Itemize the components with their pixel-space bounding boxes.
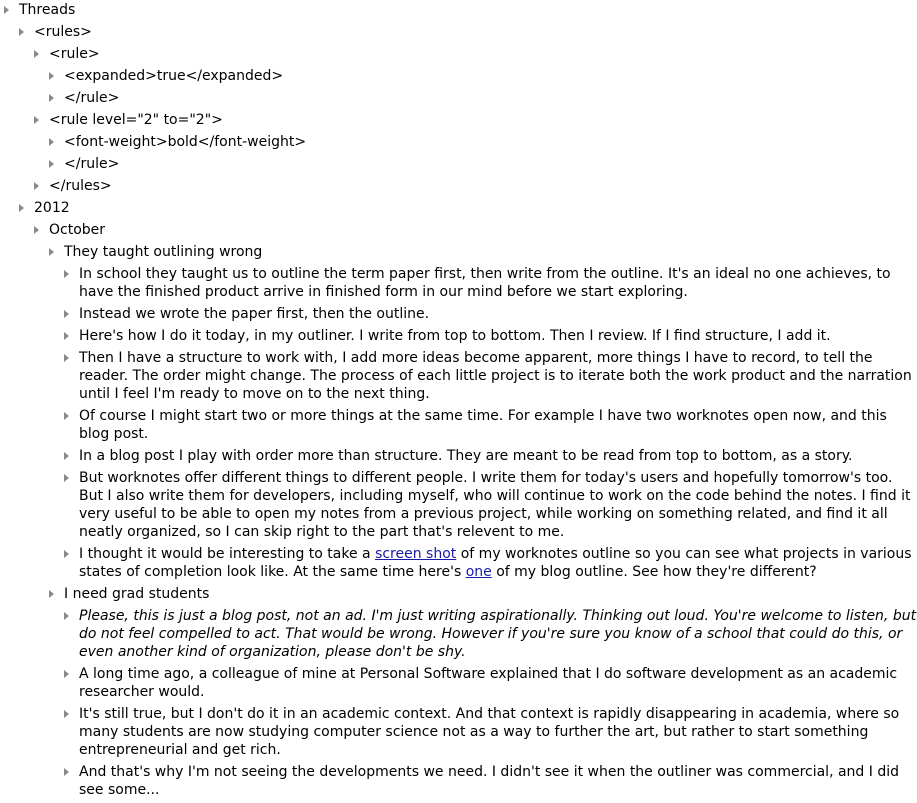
outline-headline[interactable] xyxy=(19,1,917,19)
outline-row[interactable] xyxy=(0,265,917,301)
outline-row[interactable] xyxy=(0,763,917,799)
headline-text: I thought it would be interesting to take a xyxy=(79,546,376,562)
expand-triangle-icon[interactable] xyxy=(34,226,39,234)
outline-headline[interactable] xyxy=(79,545,917,581)
outline-headline[interactable] xyxy=(79,607,917,661)
headline-text: Instead we wrote the paper first, then the outline. xyxy=(79,306,430,322)
expand-triangle-icon[interactable] xyxy=(49,94,54,102)
expand-triangle-icon[interactable] xyxy=(64,474,69,482)
outline-row[interactable] xyxy=(0,607,917,661)
expand-triangle-icon[interactable] xyxy=(34,116,39,124)
expand-triangle-icon[interactable] xyxy=(64,670,69,678)
expand-triangle-icon[interactable] xyxy=(49,72,54,80)
outline-row[interactable] xyxy=(0,89,917,107)
outline-headline[interactable] xyxy=(64,155,917,173)
expand-triangle-icon[interactable] xyxy=(64,310,69,318)
expand-triangle-icon[interactable] xyxy=(49,590,54,598)
headline-text: <rule level="2" to="2"> xyxy=(49,112,223,128)
headline-text: In school they taught us to outline the term paper first, then write from the outline. It's an ideal no one achieves, to have the finished product arrive in finished form in our mind before we start exploring. xyxy=(79,266,891,300)
outline-row[interactable] xyxy=(0,243,917,261)
outline-row[interactable] xyxy=(0,199,917,217)
expand-triangle-icon[interactable] xyxy=(64,768,69,776)
expand-triangle-icon[interactable] xyxy=(64,452,69,460)
outline-headline[interactable] xyxy=(79,327,917,345)
outline-headline[interactable] xyxy=(79,407,917,443)
headline-text: Threads xyxy=(19,2,76,18)
expand-triangle-icon[interactable] xyxy=(64,710,69,718)
outline-row[interactable] xyxy=(0,665,917,701)
headline-text: I need grad students xyxy=(64,586,210,602)
headline-text: Please, this is just a blog post, not an ad. I'm just writing aspirationally. Thinking out loud. You're welcome to listen, but do not feel compelled to act. That would be wrong. However if you're sure you know of a school that could do this, or even another kind of organization, please don't be shy. xyxy=(79,608,917,660)
headline-text: Of course I might start two or more things at the same time. For example I have two worknotes open now, and this blog post. xyxy=(79,408,887,442)
outline-headline[interactable] xyxy=(49,221,917,239)
outline-row[interactable] xyxy=(0,221,917,239)
outline-headline[interactable] xyxy=(79,349,917,403)
outline-headline[interactable] xyxy=(64,89,917,107)
headline-text: Here's how I do it today, in my outliner. I write from top to bottom. Then I review. If I find structure, I add it. xyxy=(79,328,831,344)
outline-row[interactable] xyxy=(0,1,917,19)
outline-row[interactable] xyxy=(0,67,917,85)
headline-text: They taught outlining wrong xyxy=(64,244,263,260)
headline-text: A long time ago, a colleague of mine at Personal Software explained that I do software development as an academic researcher would. xyxy=(79,666,898,700)
expand-triangle-icon[interactable] xyxy=(49,138,54,146)
outline-headline[interactable] xyxy=(64,133,917,151)
outline-row[interactable] xyxy=(0,327,917,345)
expand-triangle-icon[interactable] xyxy=(4,6,9,14)
outline-row[interactable] xyxy=(0,705,917,759)
headline-text: </rule> xyxy=(64,156,120,172)
outline-row[interactable] xyxy=(0,133,917,151)
outline-row[interactable] xyxy=(0,155,917,173)
outline-row[interactable] xyxy=(0,585,917,603)
outline-headline[interactable] xyxy=(34,199,917,217)
outline-row[interactable] xyxy=(0,23,917,41)
headline-text: <rule> xyxy=(49,46,100,62)
outline-headline[interactable] xyxy=(79,447,917,465)
inline-link[interactable]: screen shot xyxy=(375,546,457,562)
outline-headline[interactable] xyxy=(49,177,917,195)
expand-triangle-icon[interactable] xyxy=(19,28,24,36)
outline-row[interactable] xyxy=(0,45,917,63)
outline-headline[interactable] xyxy=(49,111,917,129)
headline-text: It's still true, but I don't do it in an academic context. And that context is rapidly disappearing in academia, where so many students are now studying computer science not as a way to further the art, but rather to start something entrepreneurial and get rich. xyxy=(79,706,900,758)
headline-text: In a blog post I play with order more than structure. They are meant to be read from top to bottom, as a story. xyxy=(79,448,853,464)
outline-headline[interactable] xyxy=(34,23,917,41)
outline-headline[interactable] xyxy=(79,705,917,759)
outline-headline[interactable] xyxy=(64,585,917,603)
expand-triangle-icon[interactable] xyxy=(19,204,24,212)
headline-text: <font-weight>bold</font-weight> xyxy=(64,134,307,150)
expand-triangle-icon[interactable] xyxy=(64,354,69,362)
headline-text: And that's why I'm not seeing the developments we need. I didn't see it when the outliner was commercial, and I did see some... xyxy=(79,764,900,798)
expand-triangle-icon[interactable] xyxy=(49,160,54,168)
expand-triangle-icon[interactable] xyxy=(64,612,69,620)
outline-row[interactable] xyxy=(0,469,917,541)
headline-text: 2012 xyxy=(34,200,70,216)
outline-headline[interactable] xyxy=(79,305,917,323)
expand-triangle-icon[interactable] xyxy=(34,50,39,58)
outline-view xyxy=(0,1,917,803)
outline-headline[interactable] xyxy=(79,265,917,301)
expand-triangle-icon[interactable] xyxy=(49,248,54,256)
headline-text: of my worknotes outline so you can see what projects in various states of completion look like. At the same time here's xyxy=(79,546,912,580)
expand-triangle-icon[interactable] xyxy=(64,550,69,558)
inline-link[interactable]: one xyxy=(465,564,492,580)
outline-row[interactable] xyxy=(0,349,917,403)
outline-row[interactable] xyxy=(0,545,917,581)
outline-headline[interactable] xyxy=(79,763,917,799)
expand-triangle-icon[interactable] xyxy=(64,412,69,420)
headline-text: <rules> xyxy=(34,24,92,40)
outline-row[interactable] xyxy=(0,177,917,195)
outline-headline[interactable] xyxy=(64,67,917,85)
expand-triangle-icon[interactable] xyxy=(34,182,39,190)
outline-headline[interactable] xyxy=(49,45,917,63)
outline-headline[interactable] xyxy=(79,665,917,701)
expand-triangle-icon[interactable] xyxy=(64,332,69,340)
outline-headline[interactable] xyxy=(64,243,917,261)
outline-row[interactable] xyxy=(0,407,917,443)
headline-text: <expanded>true</expanded> xyxy=(64,68,284,84)
headline-text: </rules> xyxy=(49,178,112,194)
outline-row[interactable] xyxy=(0,305,917,323)
headline-text: Then I have a structure to work with, I add more ideas become apparent, more things I have to record, to tell the reader. The order might change. The process of each little project is to iterate both the work product and the narration until I feel I'm ready to move on to the next thing. xyxy=(79,350,912,402)
headline-text: But worknotes offer different things to different people. I write them for today's users and hopefully tomorrow's too. But I also write them for developers, including myself, who will continue to work on the code behind the notes. I find it very useful to be able to open my notes from a previous project, while working on something related, and find it all neatly organized, so I can skip right to the part that's relevent to me. xyxy=(79,470,911,540)
expand-triangle-icon[interactable] xyxy=(64,270,69,278)
headline-text: October xyxy=(49,222,106,238)
headline-text: </rule> xyxy=(64,90,120,106)
outline-headline[interactable] xyxy=(79,469,917,541)
headline-text: of my blog outline. See how they're different? xyxy=(491,564,817,580)
outline-row[interactable] xyxy=(0,447,917,465)
outline-row[interactable] xyxy=(0,111,917,129)
